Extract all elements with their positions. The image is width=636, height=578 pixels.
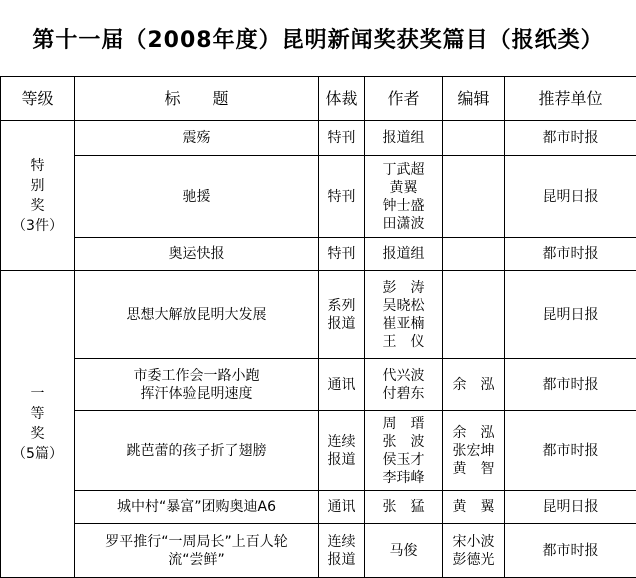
entry-genre bbox=[319, 121, 365, 156]
entry-author-line: 马俊 bbox=[365, 542, 442, 560]
entry-title-line: 城中村“暴富”团购奥迪A6 bbox=[75, 498, 318, 516]
entry-author-line: 代兴波 bbox=[365, 367, 442, 385]
entry-genre-line: 特刊 bbox=[319, 129, 364, 147]
entry-author-line: 崔亚楠 bbox=[365, 315, 442, 333]
entry-authors bbox=[365, 121, 443, 156]
header-unit: 推荐单位 bbox=[505, 77, 636, 121]
entry-title-line: 震殇 bbox=[75, 129, 318, 147]
entry-unit: 昆明日报 bbox=[505, 271, 636, 359]
entry-genre-line: 报道 bbox=[319, 451, 364, 469]
entry-author-line: 张 波 bbox=[365, 433, 442, 451]
entry-genre-line: 连续 bbox=[319, 533, 364, 551]
entry-authors bbox=[365, 238, 443, 271]
table-row bbox=[1, 359, 636, 411]
entry-authors bbox=[365, 411, 443, 491]
entry-unit: 都市时报 bbox=[505, 411, 636, 491]
entry-genre bbox=[319, 271, 365, 359]
award-category-char: 一 bbox=[1, 384, 74, 404]
entry-editor-line: 张宏坤 bbox=[443, 442, 504, 460]
table-row bbox=[1, 238, 636, 271]
entry-authors bbox=[365, 359, 443, 411]
entry-author-line: 报道组 bbox=[365, 129, 442, 147]
award-category bbox=[1, 121, 75, 271]
awards-body bbox=[1, 121, 636, 578]
entry-genre bbox=[319, 156, 365, 238]
entry-author-line: 丁武超 bbox=[365, 161, 442, 179]
header-title: 标 题 bbox=[75, 77, 319, 121]
entry-title-line: 流“尝鲜” bbox=[75, 551, 318, 569]
entry-author-line: 张 猛 bbox=[365, 498, 442, 516]
entry-genre-line: 通讯 bbox=[319, 376, 364, 394]
header-genre: 体裁 bbox=[319, 77, 365, 121]
entry-genre-line: 特刊 bbox=[319, 245, 364, 263]
entry-editor-line: 余 泓 bbox=[443, 424, 504, 442]
award-category-char: 奖 bbox=[1, 196, 74, 216]
entry-genre-line: 通讯 bbox=[319, 498, 364, 516]
entry-editor-line: 宋小波 bbox=[443, 533, 504, 551]
entry-author-line: 侯玉才 bbox=[365, 451, 442, 469]
award-category-char: 特 bbox=[1, 156, 74, 176]
entry-author-line: 报道组 bbox=[365, 245, 442, 263]
entry-genre-line: 特刊 bbox=[319, 188, 364, 206]
entry-title-line: 罗平推行“一周局长”上百人轮 bbox=[75, 533, 318, 551]
entry-editors bbox=[443, 121, 505, 156]
entry-genre-line: 报道 bbox=[319, 551, 364, 569]
table-row bbox=[1, 156, 636, 238]
header-level: 等级 bbox=[1, 77, 75, 121]
entry-editor-line: 黄 智 bbox=[443, 460, 504, 478]
entry-author-line: 王 仪 bbox=[365, 333, 442, 351]
entry-title bbox=[75, 411, 319, 491]
entry-unit: 都市时报 bbox=[505, 524, 636, 578]
entry-authors bbox=[365, 491, 443, 524]
entry-editors bbox=[443, 411, 505, 491]
entry-editors bbox=[443, 156, 505, 238]
award-category bbox=[1, 271, 75, 578]
entry-author-line: 黄翼 bbox=[365, 179, 442, 197]
entry-author-line: 钟士盛 bbox=[365, 197, 442, 215]
entry-editors bbox=[443, 524, 505, 578]
award-category-char: （3件） bbox=[1, 216, 74, 236]
table-row bbox=[1, 121, 636, 156]
table-row bbox=[1, 491, 636, 524]
entry-editors bbox=[443, 491, 505, 524]
table-row bbox=[1, 411, 636, 491]
award-category-char: （5篇） bbox=[1, 444, 74, 464]
entry-title-line: 挥汗体验昆明速度 bbox=[75, 385, 318, 403]
page-title: 第十一届（2008年度）昆明新闻奖获奖篇目（报纸类） bbox=[0, 0, 636, 76]
entry-editor-line: 彭德光 bbox=[443, 551, 504, 569]
awards-table bbox=[0, 76, 636, 578]
entry-unit: 昆明日报 bbox=[505, 491, 636, 524]
entry-unit: 都市时报 bbox=[505, 238, 636, 271]
award-category-char: 等 bbox=[1, 404, 74, 424]
entry-editors bbox=[443, 238, 505, 271]
entry-genre bbox=[319, 491, 365, 524]
entry-title-line: 驰援 bbox=[75, 188, 318, 206]
entry-authors bbox=[365, 524, 443, 578]
entry-title bbox=[75, 524, 319, 578]
table-row bbox=[1, 524, 636, 578]
entry-unit: 昆明日报 bbox=[505, 156, 636, 238]
award-category-char: 奖 bbox=[1, 424, 74, 444]
entry-authors bbox=[365, 156, 443, 238]
entry-editors bbox=[443, 271, 505, 359]
entry-author-line: 吴晓松 bbox=[365, 297, 442, 315]
entry-author-line: 周 瑨 bbox=[365, 415, 442, 433]
header-row bbox=[1, 77, 636, 121]
entry-unit: 都市时报 bbox=[505, 121, 636, 156]
entry-title bbox=[75, 359, 319, 411]
entry-title bbox=[75, 156, 319, 238]
entry-genre bbox=[319, 238, 365, 271]
entry-author-line: 田潇波 bbox=[365, 215, 442, 233]
header-author: 作者 bbox=[365, 77, 443, 121]
entry-genre-line: 报道 bbox=[319, 315, 364, 333]
entry-title bbox=[75, 121, 319, 156]
entry-authors bbox=[365, 271, 443, 359]
table-row bbox=[1, 271, 636, 359]
entry-genre-line: 连续 bbox=[319, 433, 364, 451]
entry-genre bbox=[319, 524, 365, 578]
entry-genre bbox=[319, 359, 365, 411]
entry-unit: 都市时报 bbox=[505, 359, 636, 411]
header-editor: 编辑 bbox=[443, 77, 505, 121]
entry-title bbox=[75, 491, 319, 524]
entry-author-line: 李玮峰 bbox=[365, 469, 442, 487]
entry-editors bbox=[443, 359, 505, 411]
entry-title-line: 市委工作会一路小跑 bbox=[75, 367, 318, 385]
entry-author-line: 彭 涛 bbox=[365, 279, 442, 297]
entry-editor-line: 黄 翼 bbox=[443, 498, 504, 516]
entry-title-line: 思想大解放昆明大发展 bbox=[75, 306, 318, 324]
award-category-char: 别 bbox=[1, 176, 74, 196]
entry-title-line: 奥运快报 bbox=[75, 245, 318, 263]
entry-title bbox=[75, 271, 319, 359]
entry-genre-line: 系列 bbox=[319, 297, 364, 315]
entry-genre bbox=[319, 411, 365, 491]
entry-title bbox=[75, 238, 319, 271]
entry-title-line: 跳芭蕾的孩子折了翅膀 bbox=[75, 442, 318, 460]
entry-editor-line: 余 泓 bbox=[443, 376, 504, 394]
entry-author-line: 付碧东 bbox=[365, 385, 442, 403]
